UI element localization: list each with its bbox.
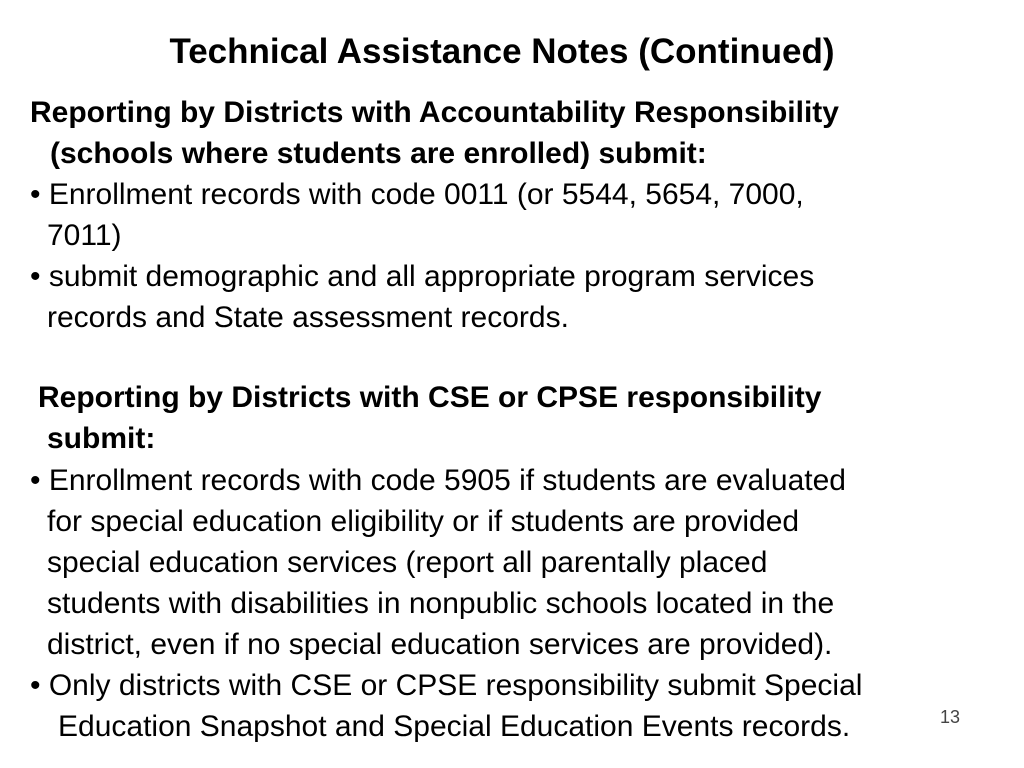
section2-bullet1-line2: for special education eligibility or if students are provided: [47, 505, 800, 538]
section1-bullet2-line1: • submit demographic and all appropriate program services: [30, 260, 815, 293]
section2-bullet2-line2: Education Snapshot and Special Education Events records.: [58, 710, 851, 743]
section2-bullet1-line1: • Enrollment records with code 5905 if students are evaluated: [30, 464, 846, 497]
section1-heading-line1: Reporting by Districts with Accountability Responsibility: [30, 96, 839, 129]
page-number: 13: [940, 707, 961, 727]
section1-heading-line2: (schools where students are enrolled) submit:: [50, 137, 707, 170]
section2-heading-line2: submit:: [47, 422, 156, 455]
section2-bullet1-line5: district, even if no special education services are provided).: [47, 628, 833, 661]
section2-bullet1-line4: students with disabilities in nonpublic schools located in the: [47, 587, 835, 620]
slide-title: Technical Assistance Notes (Continued): [169, 32, 835, 71]
section1-bullet1-line1: • Enrollment records with code 0011 (or 5544, 5654, 7000,: [30, 178, 804, 211]
section2-heading-line1: Reporting by Districts with CSE or CPSE responsibility: [38, 381, 822, 414]
section2-bullet1-line3: special education services (report all parentally placed: [47, 546, 768, 579]
section2-bullet2-line1: • Only districts with CSE or CPSE responsibility submit Special: [30, 669, 863, 702]
section1-bullet1-line2: 7011): [47, 219, 122, 252]
section1-bullet2-line2: records and State assessment records.: [47, 301, 569, 334]
